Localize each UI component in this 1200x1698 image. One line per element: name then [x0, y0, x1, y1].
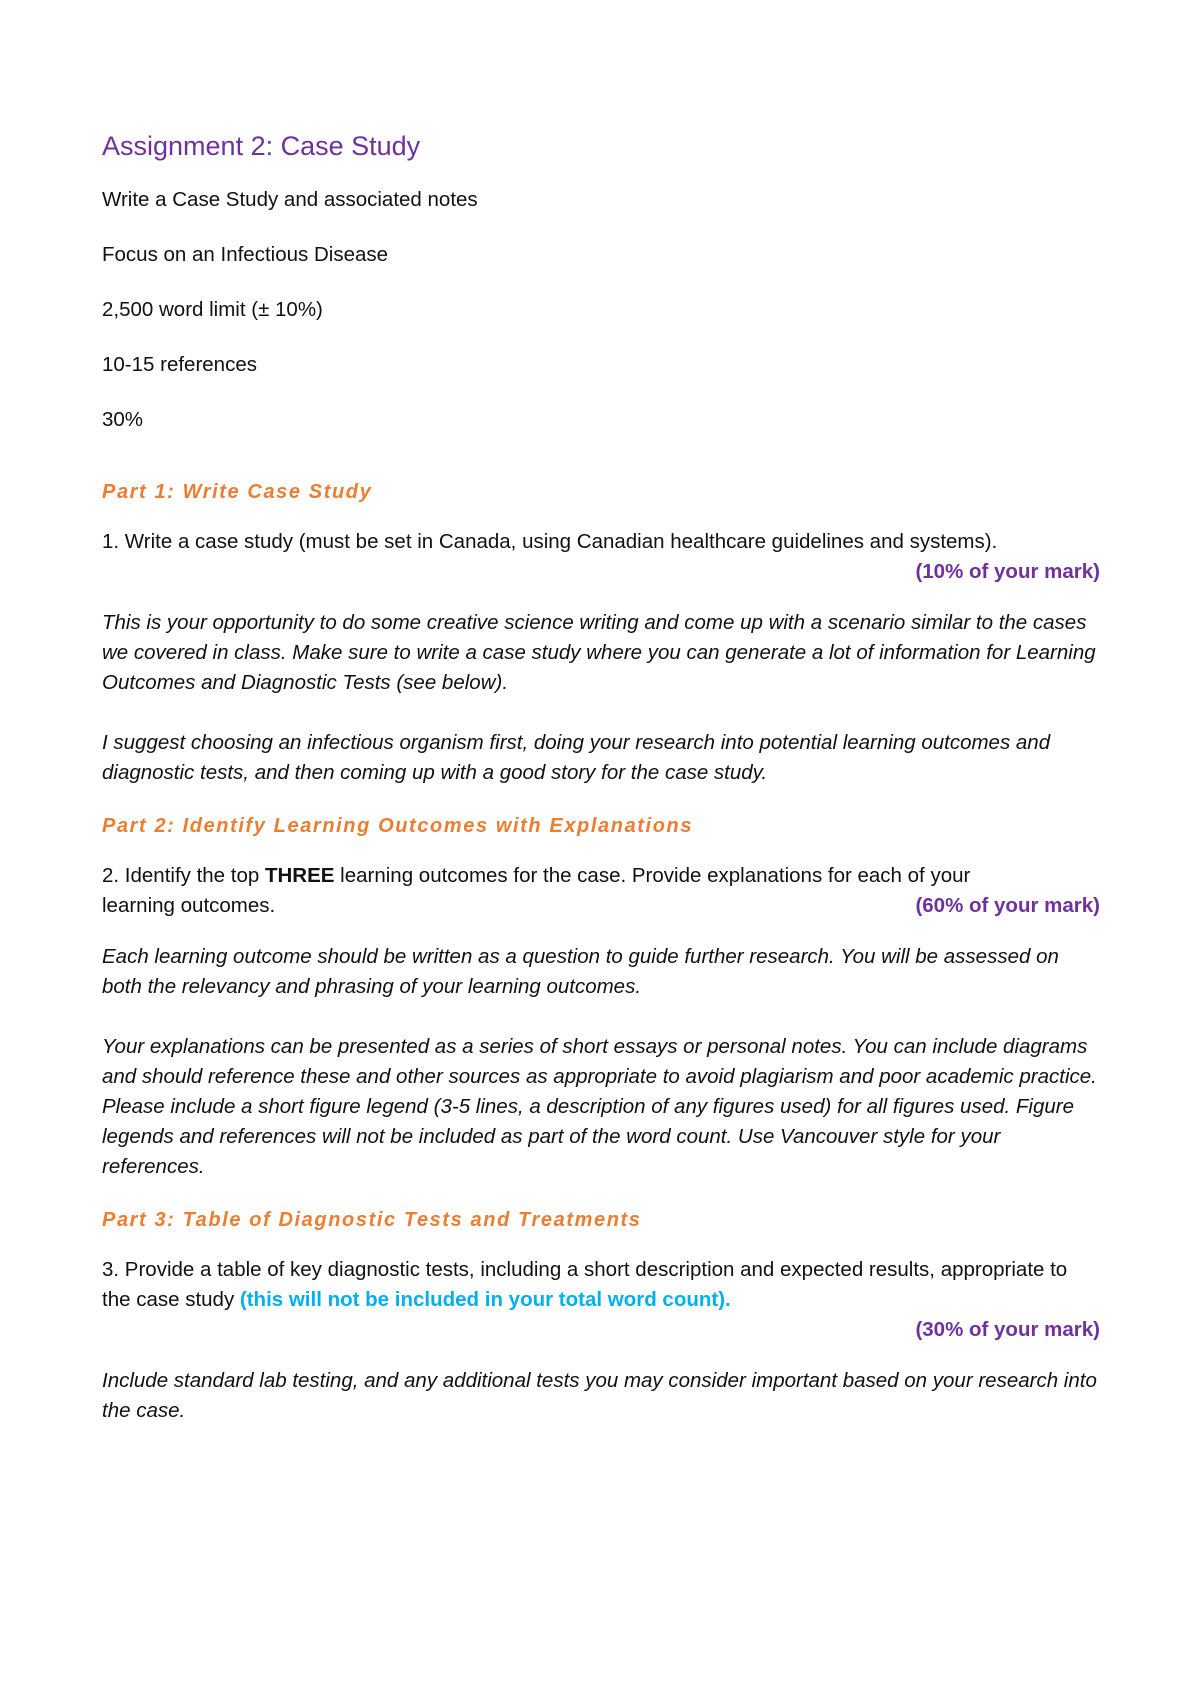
- meta-line-focus: Focus on an Infectious Disease: [102, 243, 389, 266]
- part-2-task-post: learning outcomes for the case. Provide explanations for each of your: [334, 864, 971, 887]
- part-2-task-pre: 2. Identify the top: [102, 864, 265, 887]
- part-3-task-text: 3. Provide a table of key diagnostic tests, including a short description and expected results, appropriate to the case study: [102, 1258, 1068, 1311]
- part-2-paragraph-1: Each learning outcome should be written as a question to guide further research. You will be assessed on both the relevancy and phrasing of your learning outcomes.: [102, 945, 1059, 998]
- part-1-task: [102, 527, 1100, 587]
- meta-line-task: Write a Case Study and associated notes: [102, 188, 478, 211]
- document-content: [102, 128, 1100, 1456]
- part-2-task-line-2: [102, 891, 1100, 921]
- part-3-mark: (30% of your mark): [915, 1318, 1100, 1341]
- document-title: Assignment 2: Case Study: [102, 131, 421, 161]
- part-2-mark: (60% of your mark): [915, 894, 1100, 917]
- part-2-task-bold: THREE: [264, 864, 335, 887]
- meta-line-weight: 30%: [102, 408, 144, 431]
- part-2-task-line-1: [102, 861, 1100, 891]
- part-3-paragraph-1: Include standard lab testing, and any additional tests you may consider important based on your research into the case.: [102, 1369, 1097, 1422]
- part-1-paragraph-2: I suggest choosing an infectious organism first, doing your research into potential learning outcomes and diagnostic tests, and then coming up with a good story for the case study.: [102, 731, 1051, 784]
- part-3-heading: Part 3: Table of Diagnostic Tests and Treatments: [102, 1209, 642, 1231]
- part-2-task: [102, 861, 1100, 921]
- part-2-task-line-2-text: learning outcomes.: [102, 894, 276, 917]
- part-1-heading: Part 1: Write Case Study: [102, 481, 373, 503]
- part-3-task: [102, 1255, 1100, 1345]
- part-2-paragraph-2: Your explanations can be presented as a series of short essays or personal notes. You can include diagrams and should reference these and other sources as appropriate to avoid plagiarism and poor academic practice. Please include a short figure legend (3-5 lines, a description of any figures used) for all figures used. Figure legends and references will not be included as part of the word count. Use Vancouver style for your references.: [102, 1035, 1097, 1178]
- meta-line-word-limit: 2,500 word limit (± 10%): [102, 298, 323, 321]
- part-3-word-count-note: (this will not be included in your total word count).: [239, 1288, 731, 1311]
- meta-line-references: 10-15 references: [102, 353, 257, 376]
- part-1-paragraph-1: This is your opportunity to do some creative science writing and come up with a scenario similar to the cases we covered in class. Make sure to write a case study where you can generate a lot of information for Learning Outcomes and Diagnostic Tests (see below).: [102, 611, 1096, 694]
- part-2-heading: Part 2: Identify Learning Outcomes with Explanations: [102, 815, 694, 837]
- part-1-task-text: 1. Write a case study (must be set in Canada, using Canadian healthcare guidelines and systems).: [102, 530, 998, 553]
- part-1-mark: (10% of your mark): [915, 560, 1100, 583]
